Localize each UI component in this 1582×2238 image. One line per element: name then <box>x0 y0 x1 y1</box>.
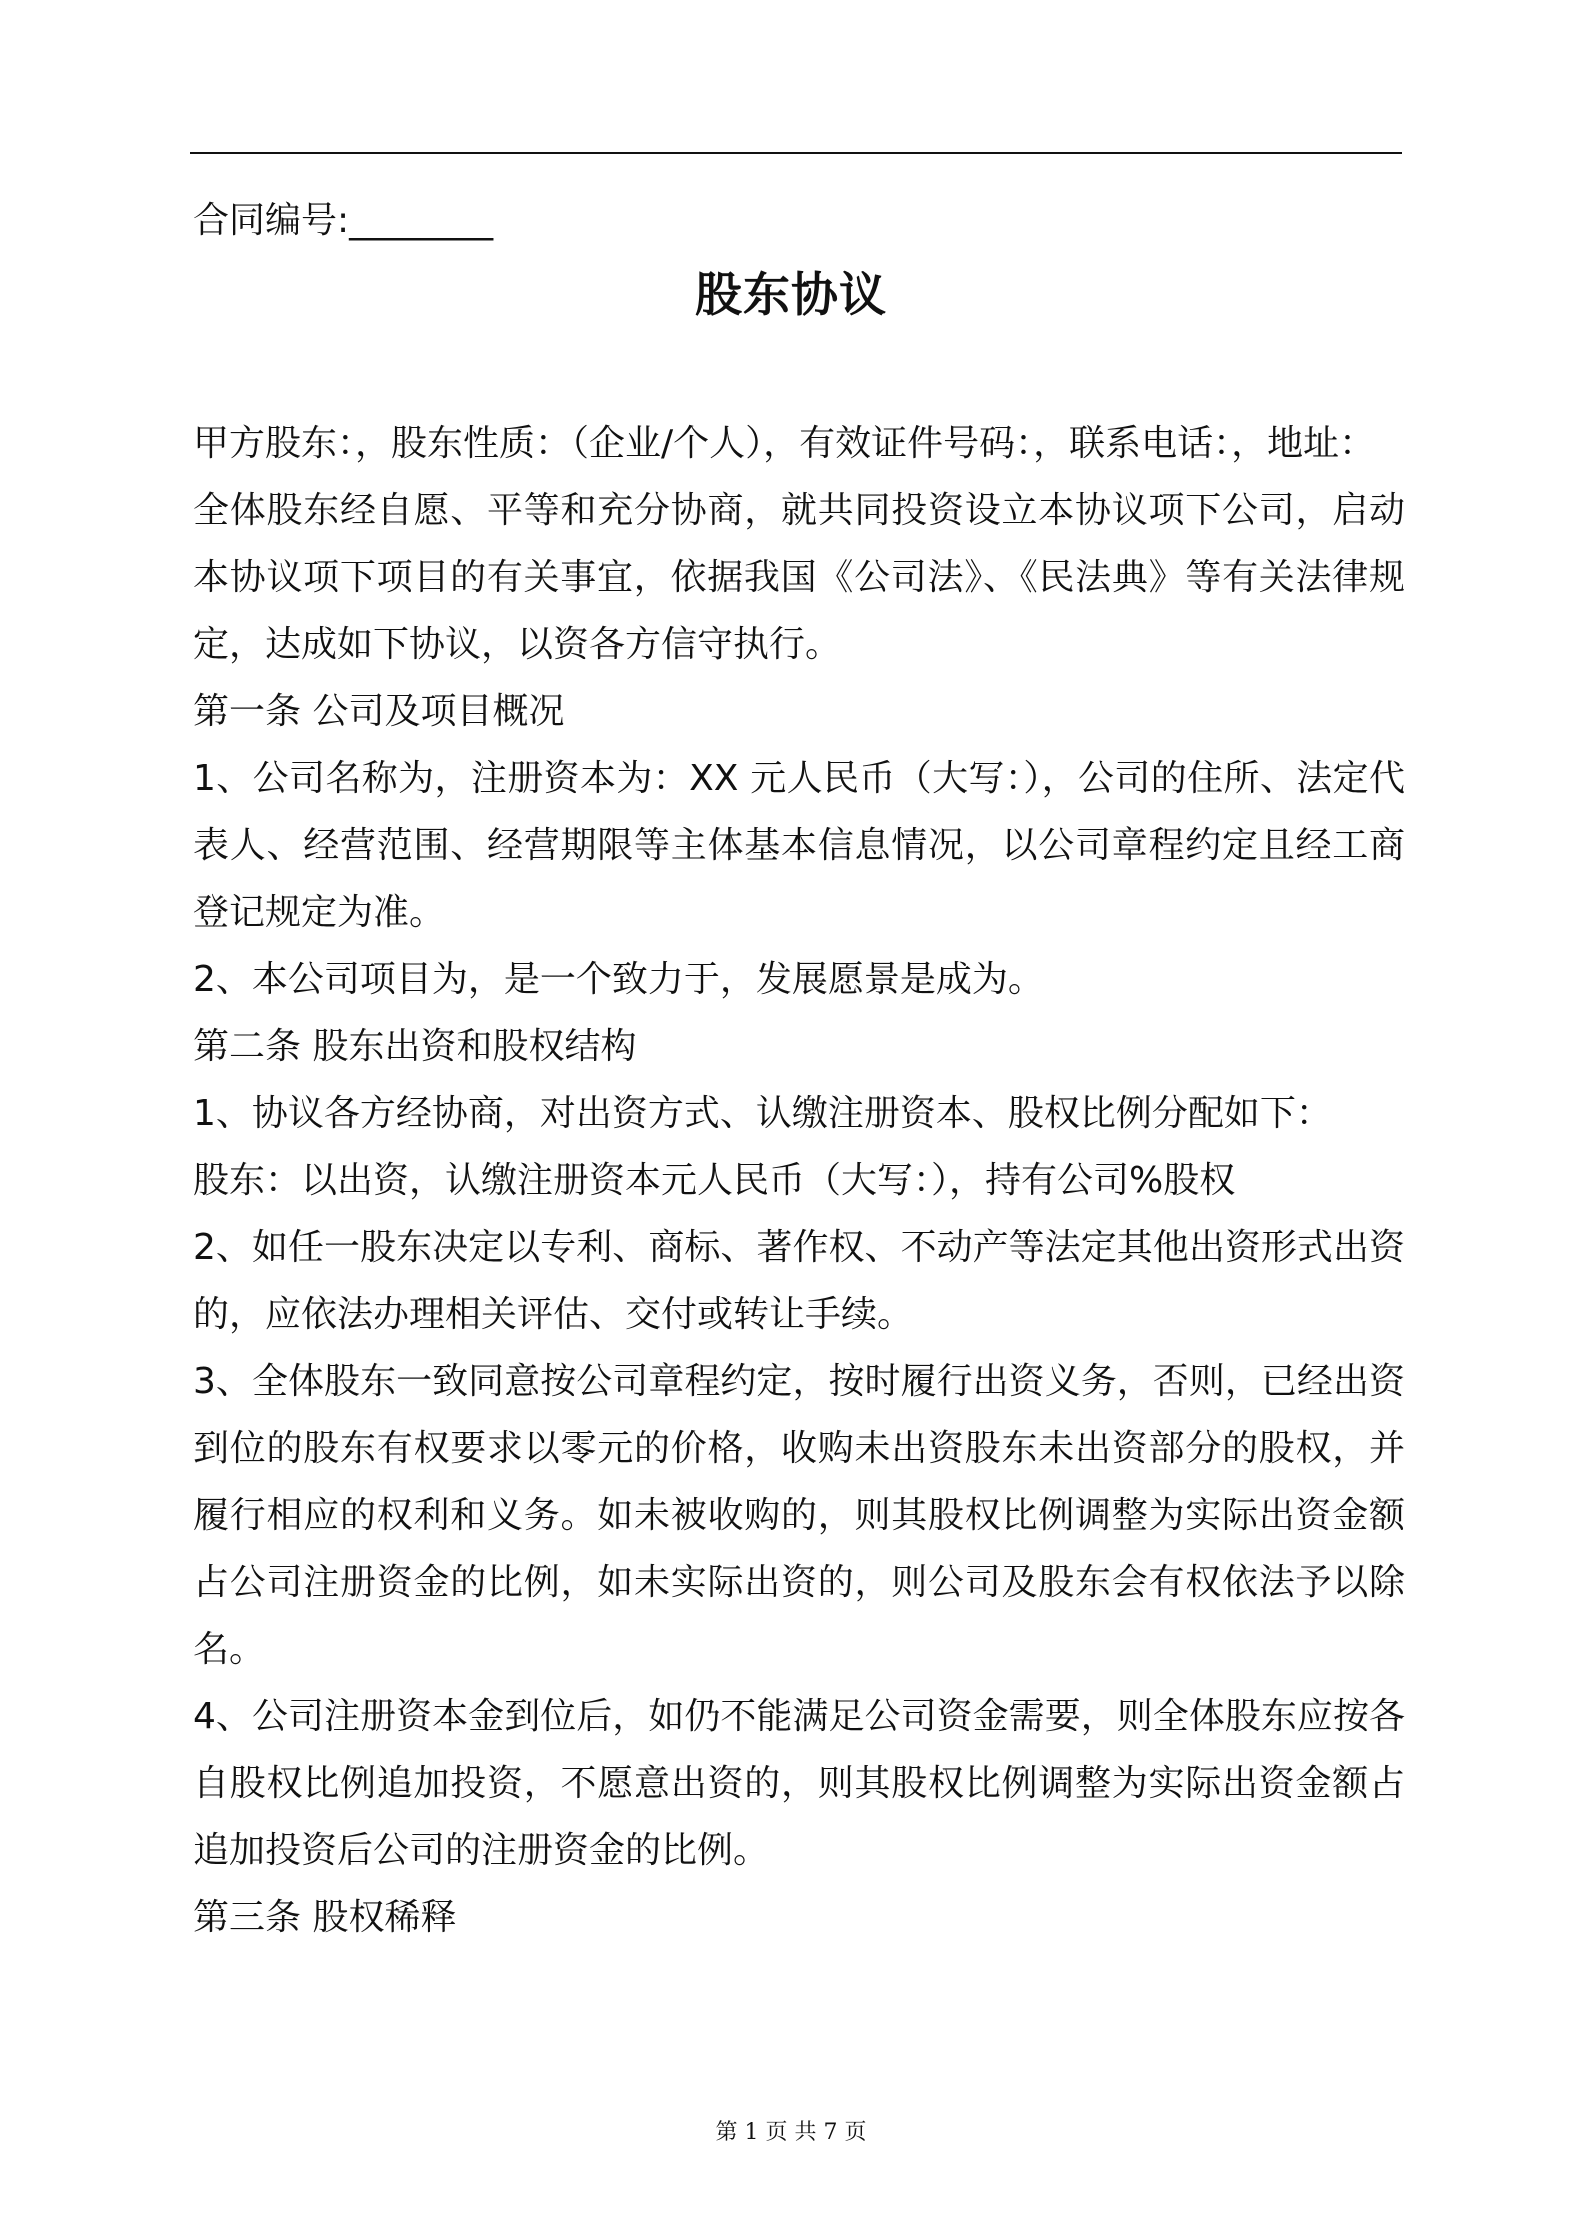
article-1-clause-1: 1、公司名称为，注册资本为：XX 元人民币（大写：），公司的住所、法定代表人、经营范围、经营期限等主体基本信息情况，以公司章程约定且经工商登记规定为准。 <box>193 758 1405 933</box>
article-2-clause-4: 4、公司注册资本金到位后，如仍不能满足公司资金需要，则全体股东应按各自股权比例追加投资，不愿意出资的，则其股权比例调整为实际出资金额占追加投资后公司的注册资金的比例。 <box>193 1696 1405 1871</box>
article-2-clause-1: 1、协议各方经协商，对出资方式、认缴注册资本、股权比例分配如下： <box>193 1093 1332 1134</box>
document-body <box>193 410 1405 1951</box>
page-footer: 第 1 页 共 7 页 <box>715 2120 867 2145</box>
party-info-paragraph: 甲方股东：，股东性质：（企业/个人），有效证件号码：，联系电话：，地址： <box>193 423 1376 464</box>
article-2-clause-3: 3、全体股东一致同意按公司章程约定，按时履行出资义务，否则，已经出资到位的股东有权要求以零元的价格，收购未出资股东未出资部分的股权，并履行相应的权利和义务。如未被收购的，则其股权比例调整为实际出资金额占公司注册资金的比例，如未实际出资的，则公司及股东会有权依法予以除名。 <box>193 1361 1405 1670</box>
contract-number-label: 合同编号: <box>193 200 350 241</box>
document-title: 股东协议 <box>695 268 887 323</box>
article-1-heading: 第一条 公司及项目概况 <box>193 691 565 732</box>
contract-number-line <box>193 195 493 247</box>
article-2-shareholder-line: 股东：以出资，认缴注册资本元人民币（大写：），持有公司%股权 <box>193 1160 1236 1201</box>
preamble-paragraph: 全体股东经自愿、平等和充分协商，就共同投资设立本协议项下公司，启动本协议项下项目的有关事宜，依据我国《公司法》、《民法典》等有关法律规定，达成如下协议，以资各方信守执行。 <box>193 490 1405 665</box>
article-2-clause-2: 2、如任一股东决定以专利、商标、著作权、不动产等法定其他出资形式出资的，应依法办理相关评估、交付或转让手续。 <box>193 1227 1405 1335</box>
article-3-heading: 第三条 股权稀释 <box>193 1897 457 1938</box>
article-1-clause-2: 2、本公司项目为，是一个致力于，发展愿景是成为。 <box>193 959 1044 1000</box>
contract-number-blank: ________ <box>349 200 494 241</box>
header-rule <box>190 152 1402 154</box>
article-2-heading: 第二条 股东出资和股权结构 <box>193 1026 637 1067</box>
